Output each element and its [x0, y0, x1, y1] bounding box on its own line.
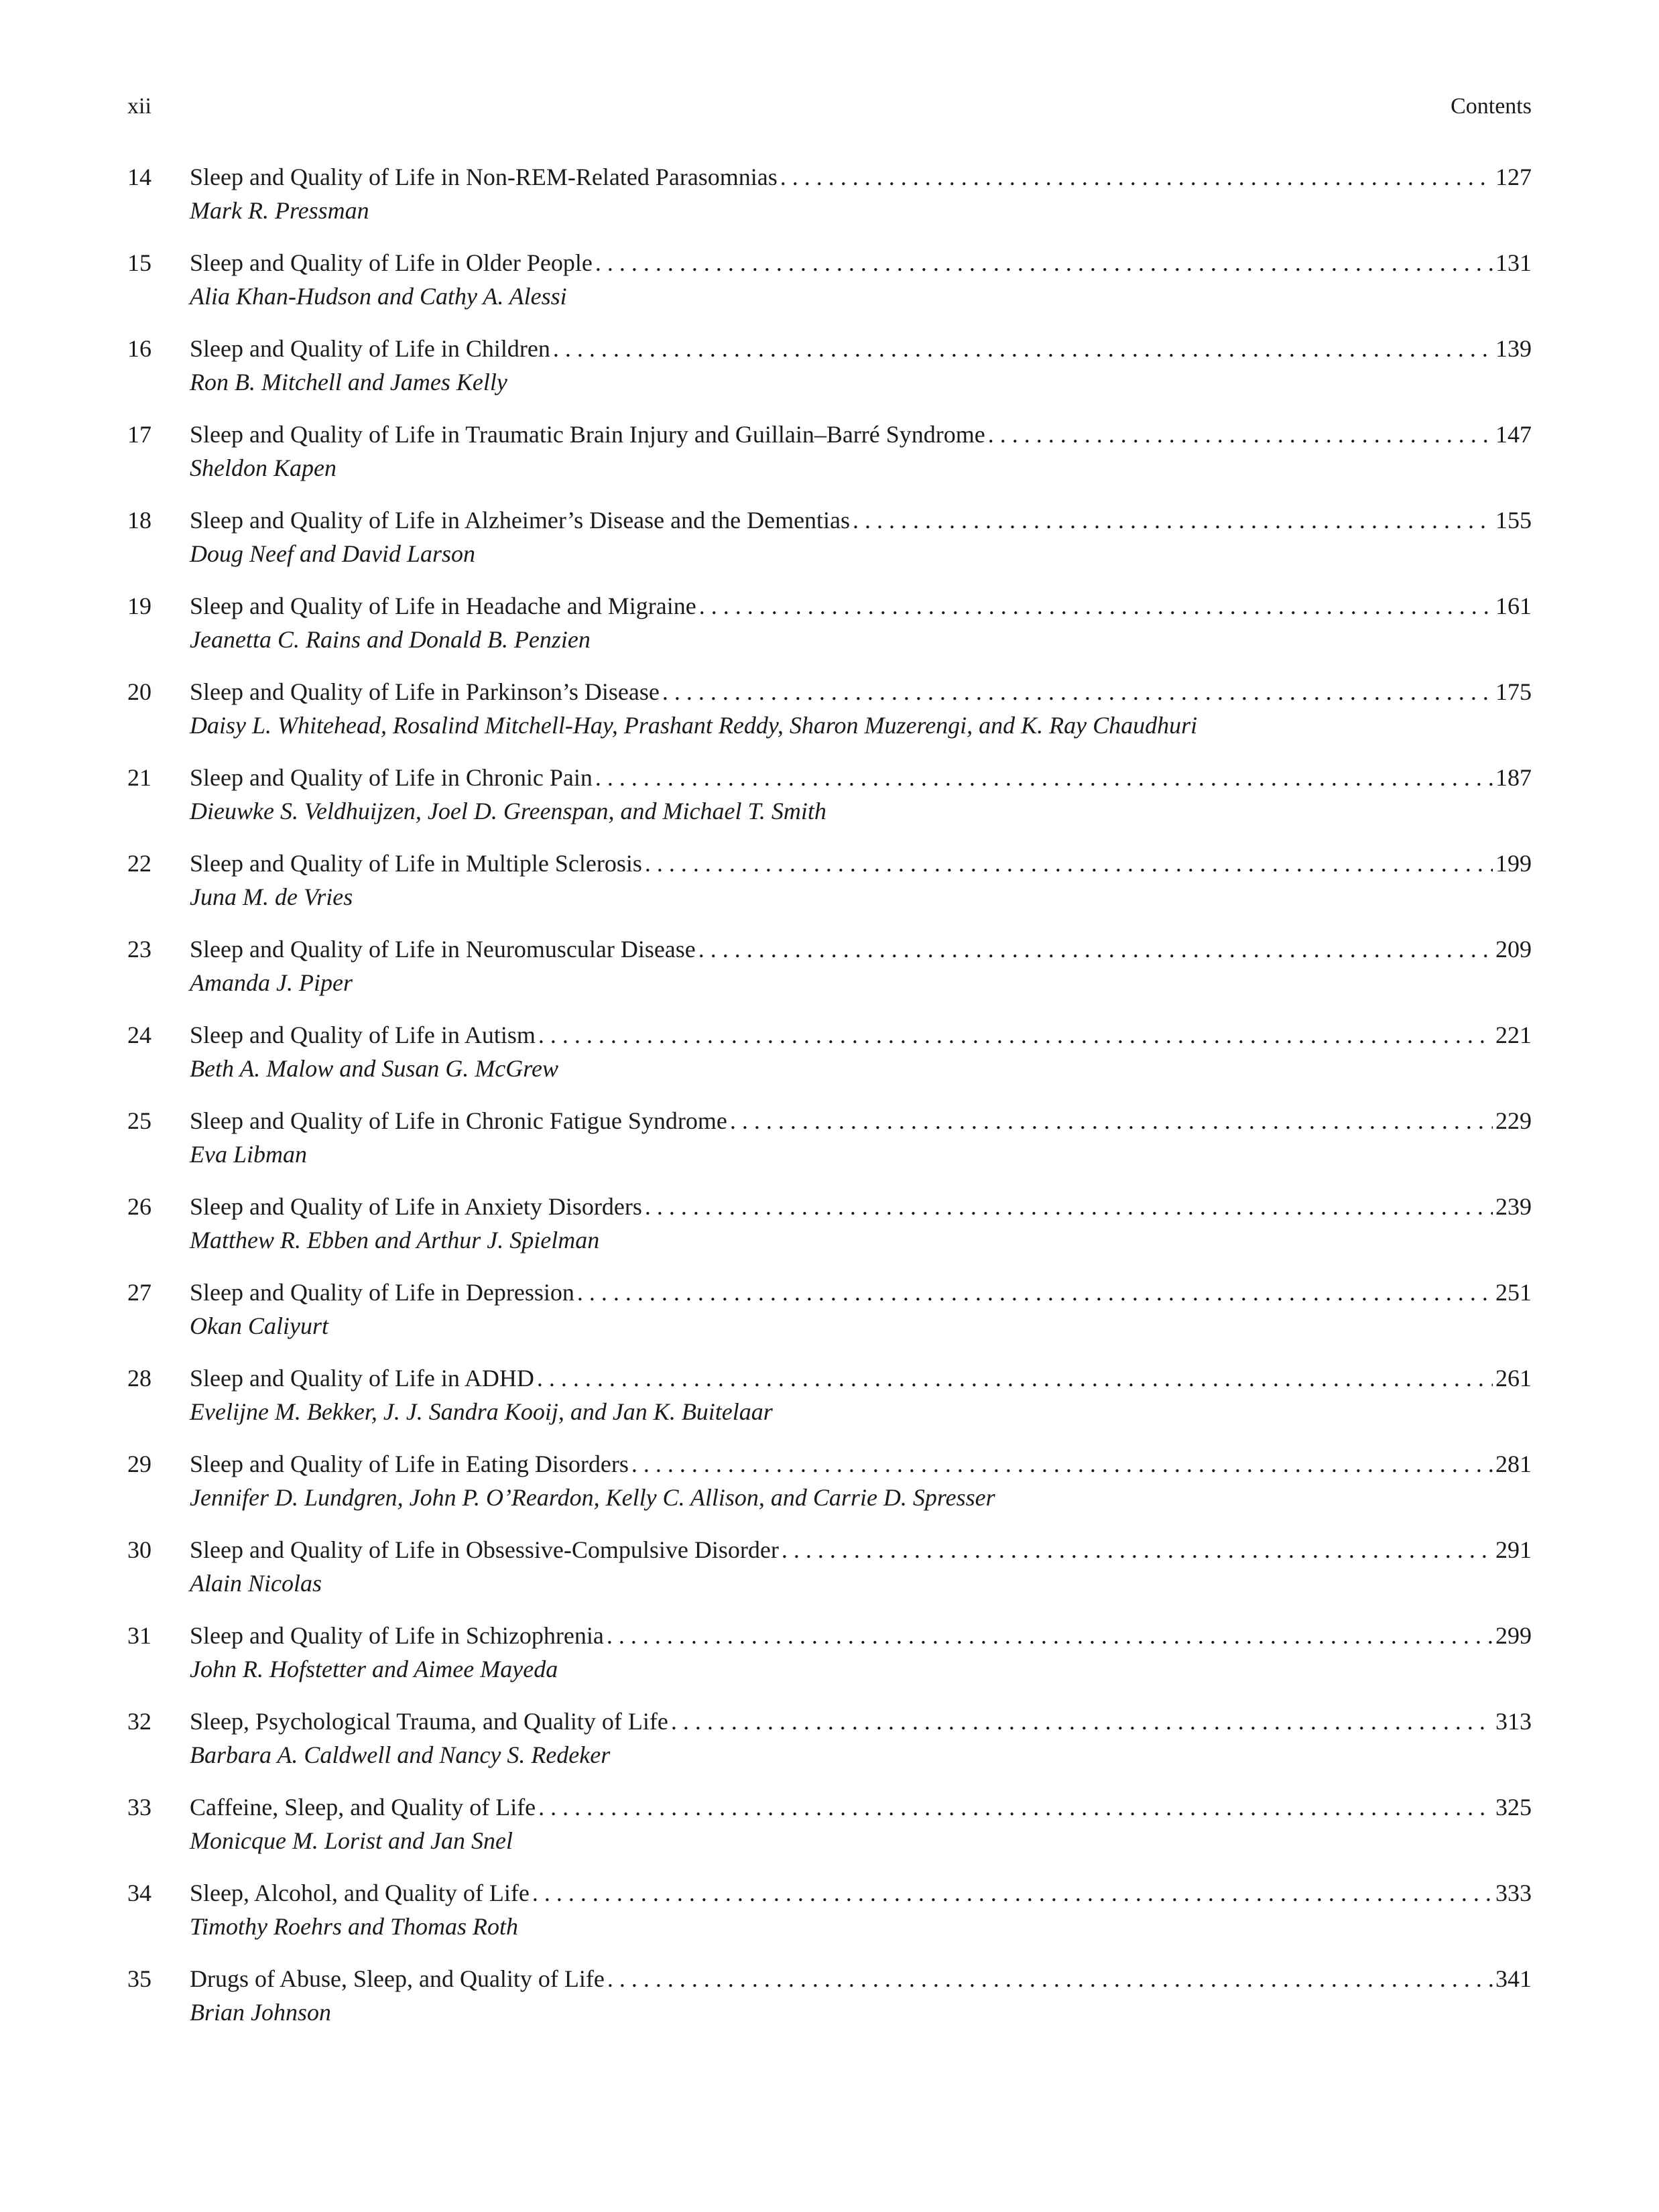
toc-entry	[127, 1617, 1532, 1703]
chapter-page[interactable]: 239	[1495, 1193, 1532, 1220]
chapter-title-line	[190, 330, 1532, 367]
toc-entry	[127, 330, 1532, 416]
chapter-title-line	[190, 1359, 1532, 1397]
chapter-authors: Brian Johnson	[190, 1999, 331, 2026]
dot-leader	[988, 416, 1493, 453]
dot-leader	[537, 1359, 1493, 1397]
chapter-number: 17	[127, 421, 151, 448]
chapter-title[interactable]: Sleep and Quality of Life in Autism	[190, 1022, 536, 1048]
chapter-authors: Amanda J. Piper	[190, 969, 353, 996]
chapter-title-line	[190, 1703, 1532, 1740]
chapter-authors: Beth A. Malow and Susan G. McGrew	[190, 1055, 558, 1082]
chapter-title-line	[190, 1188, 1532, 1225]
chapter-title[interactable]: Sleep and Quality of Life in Eating Disorders	[190, 1451, 629, 1477]
chapter-page[interactable]: 229	[1495, 1107, 1532, 1134]
dot-leader	[532, 1874, 1493, 1912]
toc-entry	[127, 1445, 1532, 1531]
chapter-authors: Dieuwke S. Veldhuijzen, Joel D. Greenspan, and Michael T. Smith	[190, 798, 826, 824]
toc-entry	[127, 1359, 1532, 1445]
chapter-title-line	[190, 1874, 1532, 1912]
chapter-title-line	[190, 1531, 1532, 1569]
chapter-title[interactable]: Sleep and Quality of Life in Schizophrenia	[190, 1622, 604, 1649]
chapter-number: 29	[127, 1451, 151, 1477]
dot-leader	[607, 1617, 1493, 1654]
chapter-title[interactable]: Sleep and Quality of Life in Headache and Migraine	[190, 593, 696, 619]
dot-leader	[645, 1188, 1493, 1225]
chapter-title[interactable]: Sleep and Quality of Life in Obsessive-Compulsive Disorder	[190, 1536, 779, 1563]
chapter-title-line	[190, 1274, 1532, 1311]
dot-leader	[730, 1102, 1493, 1140]
toc-entry	[127, 1016, 1532, 1102]
chapter-page[interactable]: 131	[1495, 249, 1532, 276]
chapter-title[interactable]: Sleep and Quality of Life in Alzheimer’s Disease and the Dementias	[190, 507, 851, 534]
dot-leader	[577, 1274, 1493, 1311]
chapter-number: 33	[127, 1794, 151, 1821]
chapter-number: 34	[127, 1880, 151, 1906]
chapter-authors: Juna M. de Vries	[190, 883, 353, 910]
table-of-contents	[127, 158, 1532, 2046]
chapter-title[interactable]: Sleep and Quality of Life in Depression	[190, 1279, 574, 1306]
chapter-title-line	[190, 1016, 1532, 1054]
chapter-page[interactable]: 291	[1495, 1536, 1532, 1563]
chapter-title-line	[190, 1960, 1532, 1998]
chapter-title-line	[190, 673, 1532, 711]
chapter-title[interactable]: Sleep and Quality of Life in Children	[190, 335, 550, 362]
chapter-title[interactable]: Sleep and Quality of Life in Older People	[190, 249, 593, 276]
chapter-title[interactable]: Sleep and Quality of Life in Anxiety Disorders	[190, 1193, 642, 1220]
toc-entry	[127, 759, 1532, 845]
chapter-authors: Barbara A. Caldwell and Nancy S. Redeker	[190, 1741, 611, 1768]
chapter-number: 24	[127, 1022, 151, 1048]
chapter-title-line	[190, 1617, 1532, 1654]
toc-entry	[127, 930, 1532, 1016]
toc-entry	[127, 1531, 1532, 1617]
chapter-authors: Okan Caliyurt	[190, 1312, 328, 1339]
chapter-number: 21	[127, 764, 151, 791]
dot-leader	[607, 1960, 1493, 1998]
chapter-title[interactable]: Sleep and Quality of Life in Chronic Fatigue Syndrome	[190, 1107, 727, 1134]
chapter-authors: Jeanetta C. Rains and Donald B. Penzien	[190, 626, 591, 653]
chapter-page[interactable]: 139	[1495, 335, 1532, 362]
dot-leader	[698, 930, 1493, 968]
chapter-number: 27	[127, 1279, 151, 1306]
chapter-title[interactable]: Sleep and Quality of Life in Non-REM-Related Parasomnias	[190, 164, 778, 190]
toc-entry	[127, 158, 1532, 244]
toc-entry	[127, 1703, 1532, 1788]
chapter-page[interactable]: 209	[1495, 936, 1532, 963]
chapter-number: 31	[127, 1622, 151, 1649]
dot-leader	[595, 244, 1493, 282]
dot-leader	[538, 1016, 1493, 1054]
chapter-title[interactable]: Drugs of Abuse, Sleep, and Quality of Life	[190, 1965, 605, 1992]
page-header	[127, 94, 1532, 134]
chapter-title[interactable]: Sleep and Quality of Life in Neuromuscular Disease	[190, 936, 696, 963]
chapter-authors: Jennifer D. Lundgren, John P. O’Reardon, Kelly C. Allison, and Carrie D. Spresser	[190, 1484, 995, 1511]
chapter-title-line	[190, 1788, 1532, 1826]
chapter-page[interactable]: 281	[1495, 1451, 1532, 1477]
chapter-number: 35	[127, 1965, 151, 1992]
chapter-page[interactable]: 175	[1495, 678, 1532, 705]
toc-entry	[127, 845, 1532, 930]
chapter-title[interactable]: Caffeine, Sleep, and Quality of Life	[190, 1794, 536, 1821]
chapter-page[interactable]: 221	[1495, 1022, 1532, 1048]
chapter-authors: Eva Libman	[190, 1141, 307, 1168]
toc-entry	[127, 1874, 1532, 1960]
chapter-title[interactable]: Sleep and Quality of Life in ADHD	[190, 1365, 534, 1392]
chapter-number: 18	[127, 507, 151, 534]
chapter-page[interactable]: 127	[1495, 164, 1532, 190]
chapter-page[interactable]: 325	[1495, 1794, 1532, 1821]
toc-entry	[127, 416, 1532, 501]
chapter-title[interactable]: Sleep and Quality of Life in Multiple Sclerosis	[190, 850, 642, 877]
toc-entry	[127, 1788, 1532, 1874]
chapter-page[interactable]: 313	[1495, 1708, 1532, 1735]
dot-leader	[553, 330, 1493, 367]
chapter-number: 23	[127, 936, 151, 963]
chapter-page[interactable]: 187	[1495, 764, 1532, 791]
dot-leader	[699, 587, 1493, 625]
chapter-number: 28	[127, 1365, 151, 1392]
chapter-page[interactable]: 261	[1495, 1365, 1532, 1392]
toc-entry	[127, 244, 1532, 330]
chapter-number: 19	[127, 593, 151, 619]
chapter-number: 25	[127, 1107, 151, 1134]
toc-entry	[127, 587, 1532, 673]
toc-entry	[127, 673, 1532, 759]
chapter-authors: John R. Hofstetter and Aimee Mayeda	[190, 1656, 558, 1682]
chapter-title[interactable]: Sleep and Quality of Life in Chronic Pain	[190, 764, 593, 791]
chapter-authors: Alain Nicolas	[190, 1570, 322, 1597]
chapter-page[interactable]: 341	[1495, 1965, 1532, 1992]
chapter-authors: Timothy Roehrs and Thomas Roth	[190, 1913, 519, 1940]
chapter-title-line	[190, 845, 1532, 882]
dot-leader	[782, 1531, 1493, 1569]
chapter-number: 26	[127, 1193, 151, 1220]
dot-leader	[662, 673, 1493, 711]
chapter-title-line	[190, 501, 1532, 539]
dot-leader	[631, 1445, 1493, 1483]
chapter-number: 14	[127, 164, 151, 190]
chapter-authors: Evelijne M. Bekker, J. J. Sandra Kooij, and Jan K. Buitelaar	[190, 1398, 773, 1425]
chapter-number: 22	[127, 850, 151, 877]
chapter-title[interactable]: Sleep and Quality of Life in Parkinson’s Disease	[190, 678, 660, 705]
chapter-title-line	[190, 158, 1532, 196]
chapter-number: 30	[127, 1536, 151, 1563]
chapter-authors: Mark R. Pressman	[190, 197, 369, 224]
dot-leader	[538, 1788, 1493, 1826]
dot-leader	[595, 759, 1493, 796]
chapter-number: 20	[127, 678, 151, 705]
chapter-title[interactable]: Sleep and Quality of Life in Traumatic Brain Injury and Guillain–Barré Syndrome	[190, 421, 985, 448]
chapter-page[interactable]: 251	[1495, 1279, 1532, 1306]
chapter-number: 15	[127, 249, 151, 276]
toc-entry	[127, 1102, 1532, 1188]
dot-leader	[645, 845, 1493, 882]
toc-entry	[127, 1960, 1532, 2046]
dot-leader	[671, 1703, 1493, 1740]
chapter-number: 32	[127, 1708, 151, 1735]
dot-leader	[780, 158, 1493, 196]
toc-entry	[127, 1188, 1532, 1274]
chapter-title-line	[190, 1102, 1532, 1140]
chapter-title-line	[190, 416, 1532, 453]
chapter-authors: Ron B. Mitchell and James Kelly	[190, 369, 507, 395]
chapter-title[interactable]: Sleep, Alcohol, and Quality of Life	[190, 1880, 530, 1906]
page-number: xii	[127, 94, 151, 119]
chapter-page[interactable]: 199	[1495, 850, 1532, 877]
chapter-authors: Doug Neef and David Larson	[190, 540, 475, 567]
chapter-title[interactable]: Sleep, Psychological Trauma, and Quality of Life	[190, 1708, 668, 1735]
chapter-title-line	[190, 587, 1532, 625]
chapter-page[interactable]: 333	[1495, 1880, 1532, 1906]
chapter-page[interactable]: 299	[1495, 1622, 1532, 1649]
chapter-title-line	[190, 759, 1532, 796]
toc-entry	[127, 1274, 1532, 1359]
chapter-authors: Alia Khan-Hudson and Cathy A. Alessi	[190, 283, 567, 310]
chapter-authors: Monicque M. Lorist and Jan Snel	[190, 1827, 513, 1854]
chapter-number: 16	[127, 335, 151, 362]
chapter-title-line	[190, 1445, 1532, 1483]
toc-entry	[127, 501, 1532, 587]
chapter-authors: Sheldon Kapen	[190, 454, 336, 481]
chapter-page[interactable]: 155	[1495, 507, 1532, 534]
chapter-authors: Daisy L. Whitehead, Rosalind Mitchell-Hay, Prashant Reddy, Sharon Muzerengi, and K. Ray Chaudhuri	[190, 712, 1198, 739]
chapter-page[interactable]: 161	[1495, 593, 1532, 619]
running-head: Contents	[1451, 94, 1532, 119]
chapter-title-line	[190, 930, 1532, 968]
chapter-page[interactable]: 147	[1495, 421, 1532, 448]
chapter-title-line	[190, 244, 1532, 282]
dot-leader	[853, 501, 1493, 539]
chapter-authors: Matthew R. Ebben and Arthur J. Spielman	[190, 1227, 600, 1253]
